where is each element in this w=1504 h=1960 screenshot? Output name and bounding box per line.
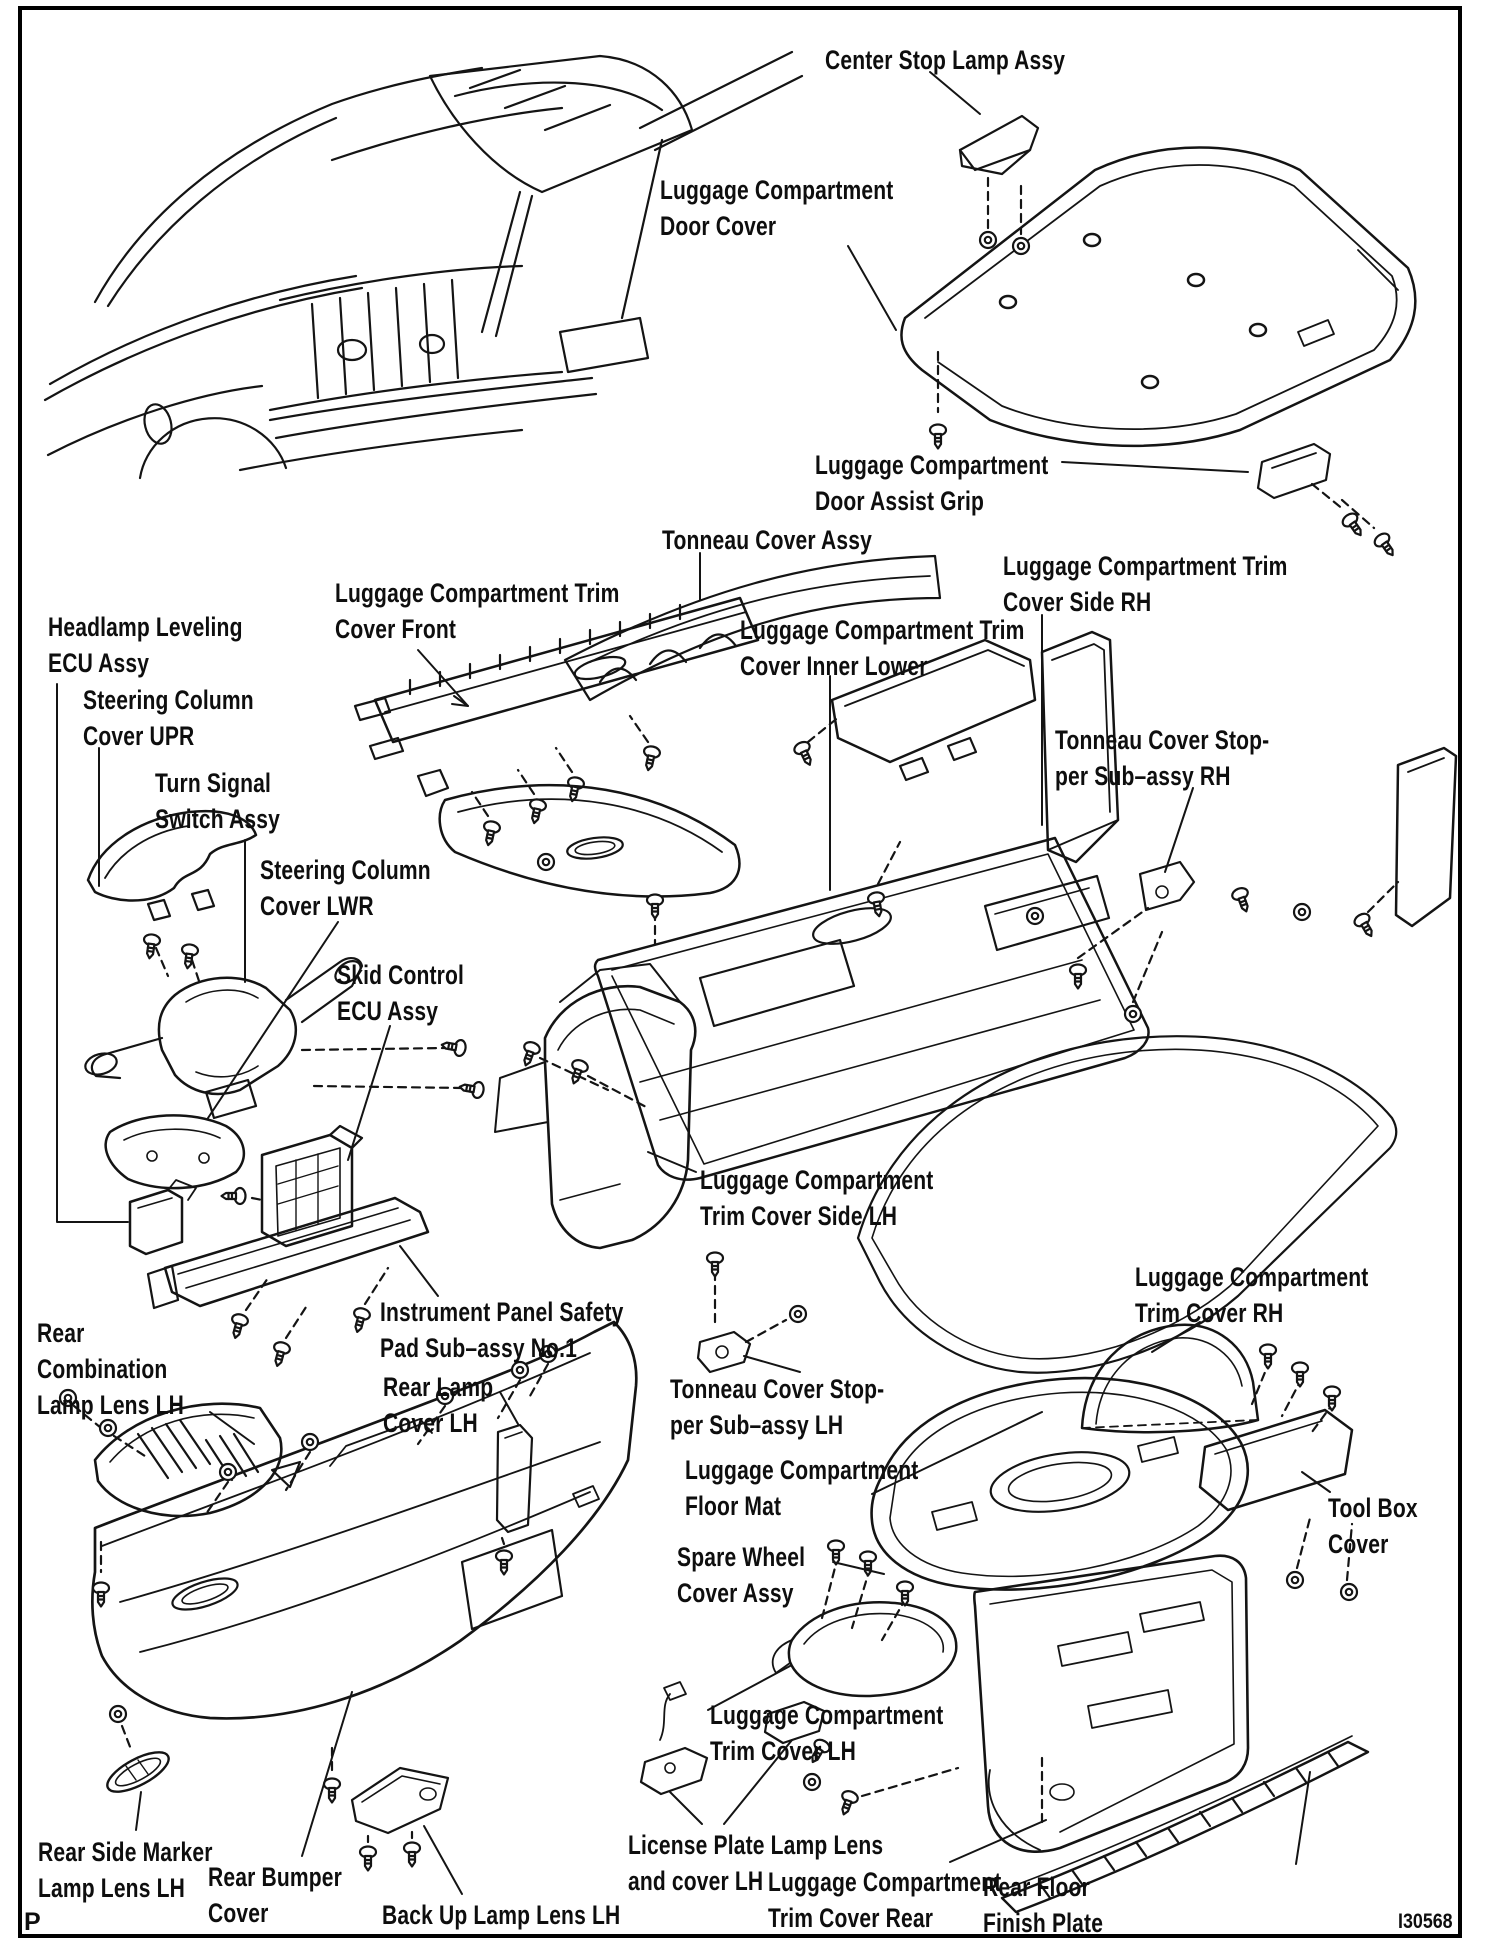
label-line: Cover UPR: [83, 721, 195, 751]
label-line: Lamp Lens LH: [37, 1390, 184, 1420]
label-line: Cover Inner Lower: [740, 651, 928, 681]
label-line: Center Stop Lamp Assy: [825, 45, 1066, 75]
label-line: Luggage Compartment Trim: [740, 615, 1025, 645]
label-line: Rear Lamp: [383, 1372, 494, 1402]
label-steering-column-cover-lwr: [260, 852, 431, 924]
label-tonneau-cover-stopper-sub-assy-rh: [1055, 722, 1269, 794]
trim-cover-side-lh-drawing: [495, 964, 695, 1248]
label-headlamp-leveling-ecu-assy: [48, 609, 243, 681]
label-line: Luggage Compartment: [700, 1165, 934, 1195]
label-back-up-lamp-lens-lh: [382, 1897, 620, 1933]
label-skid-control-ecu-assy: [337, 957, 464, 1029]
label-luggage-compartment-trim-cover-rear: [768, 1864, 1001, 1936]
page-marker: [24, 1908, 41, 1937]
label-luggage-compartment-trim-cover-side-rh: [1003, 548, 1288, 620]
label-luggage-compartment-trim-cover-lh: [710, 1697, 943, 1769]
label-line: Cover LH: [383, 1408, 478, 1438]
label-luggage-compartment-trim-cover-side-lh: [700, 1162, 933, 1234]
label-line: Trim Cover LH: [710, 1736, 856, 1766]
label-tonneau-cover-assy: [662, 522, 872, 558]
label-line: Luggage Compartment: [815, 450, 1049, 480]
label-luggage-compartment-door-assist-grip: [815, 447, 1048, 519]
figure-code-text: I30568: [1398, 1910, 1453, 1933]
label-line: Trim Cover Side LH: [700, 1201, 898, 1231]
trim-cover-side-rh-drawing: [792, 632, 1456, 1022]
rear-lamp-cover-drawing: [496, 1425, 532, 1575]
label-line: and cover LH: [628, 1866, 764, 1896]
label-turn-signal-switch-assy: [155, 765, 280, 837]
label-line: Luggage Compartment: [768, 1867, 1002, 1897]
label-line: Cover: [1328, 1529, 1389, 1559]
label-rear-side-marker-lamp-lens-lh: [38, 1834, 213, 1906]
label-line: Trim Cover RH: [1135, 1298, 1284, 1328]
label-tool-box-cover: [1328, 1490, 1418, 1562]
label-steering-column-cover-upr: [83, 682, 254, 754]
label-spare-wheel-cover-assy: [677, 1539, 805, 1611]
label-line: Door Assist Grip: [815, 486, 985, 516]
label-line: Combination: [37, 1354, 168, 1384]
label-line: Luggage Compartment Trim: [1003, 551, 1288, 581]
label-line: Tool Box: [1328, 1493, 1418, 1523]
label-rear-combination-lamp-lens-lh: [37, 1315, 184, 1423]
figure-code: [1398, 1910, 1453, 1934]
label-luggage-compartment-trim-cover-rh: [1135, 1259, 1368, 1331]
center-stop-lamp-drawing: [960, 116, 1038, 254]
label-rear-floor-finish-plate: [983, 1869, 1103, 1941]
label-line: License Plate Lamp Lens: [628, 1830, 884, 1860]
label-line: Spare Wheel: [677, 1542, 806, 1572]
label-line: Luggage Compartment: [1135, 1262, 1369, 1292]
label-rear-bumper-cover: [208, 1859, 342, 1931]
label-line: Tonneau Cover Stop-: [1055, 725, 1270, 755]
label-line: Switch Assy: [155, 804, 281, 834]
label-line: Floor Mat: [685, 1491, 782, 1521]
label-line: Trim Cover Rear: [768, 1903, 934, 1933]
label-line: Rear Side Marker: [38, 1837, 213, 1867]
spare-wheel-cover-drawing: [872, 1378, 1248, 1589]
label-rear-lamp-cover-lh: [383, 1369, 493, 1441]
back-up-lamp-drawing: [352, 1768, 448, 1871]
label-line: Cover: [208, 1898, 269, 1928]
label-line: Finish Plate: [983, 1908, 1104, 1938]
label-instrument-panel-safety-pad-sub-assy-no1: [380, 1294, 624, 1366]
tonneau-stopper-lh-drawing: [698, 1253, 806, 1373]
label-line: Luggage Compartment: [710, 1700, 944, 1730]
label-line: Luggage Compartment Trim: [335, 578, 620, 608]
label-tonneau-cover-stopper-sub-assy-lh: [670, 1371, 884, 1443]
label-line: Luggage Compartment: [685, 1455, 919, 1485]
label-line: ECU Assy: [48, 648, 150, 678]
label-line: Steering Column: [83, 685, 254, 715]
label-line: Back Up Lamp Lens LH: [382, 1900, 621, 1930]
label-line: Door Cover: [660, 211, 777, 241]
label-line: Steering Column: [260, 855, 431, 885]
label-line: Rear Floor: [983, 1872, 1090, 1902]
label-line: Cover Side RH: [1003, 587, 1152, 617]
label-center-stop-lamp-assy: [825, 42, 1065, 78]
label-luggage-compartment-trim-cover-inner-lower: [740, 612, 1025, 684]
door-assist-grip-drawing: [1258, 444, 1399, 560]
center-floor-panel-drawing: [518, 838, 1148, 1180]
page-marker-text: P: [24, 1908, 41, 1936]
label-line: Rear: [37, 1318, 85, 1348]
label-line: Luggage Compartment: [660, 175, 894, 205]
label-line: Cover Assy: [677, 1578, 794, 1608]
label-luggage-compartment-door-cover: [660, 172, 893, 244]
label-luggage-compartment-trim-cover-front: [335, 575, 620, 647]
label-line: per Sub–assy LH: [670, 1410, 844, 1440]
label-line: Skid Control: [337, 960, 465, 990]
label-line: ECU Assy: [337, 996, 439, 1026]
car-rear-view-drawing: [45, 52, 802, 478]
label-line: Lamp Lens LH: [38, 1873, 185, 1903]
ecu-parts-drawing: [130, 1126, 362, 1254]
door-cover-drawing: [901, 148, 1415, 446]
label-line: Tonneau Cover Assy: [662, 525, 872, 555]
label-line: Cover Front: [335, 614, 457, 644]
label-line: Turn Signal: [155, 768, 271, 798]
label-line: Rear Bumper: [208, 1862, 342, 1892]
rear-side-marker-drawing: [102, 1706, 174, 1799]
label-line: Cover LWR: [260, 891, 374, 921]
label-line: Instrument Panel Safety: [380, 1297, 624, 1327]
label-line: Tonneau Cover Stop-: [670, 1374, 885, 1404]
label-line: Headlamp Leveling: [48, 612, 243, 642]
label-line: Pad Sub–assy No.1: [380, 1333, 577, 1363]
label-line: per Sub–assy RH: [1055, 761, 1231, 791]
label-luggage-compartment-floor-mat: [685, 1452, 918, 1524]
